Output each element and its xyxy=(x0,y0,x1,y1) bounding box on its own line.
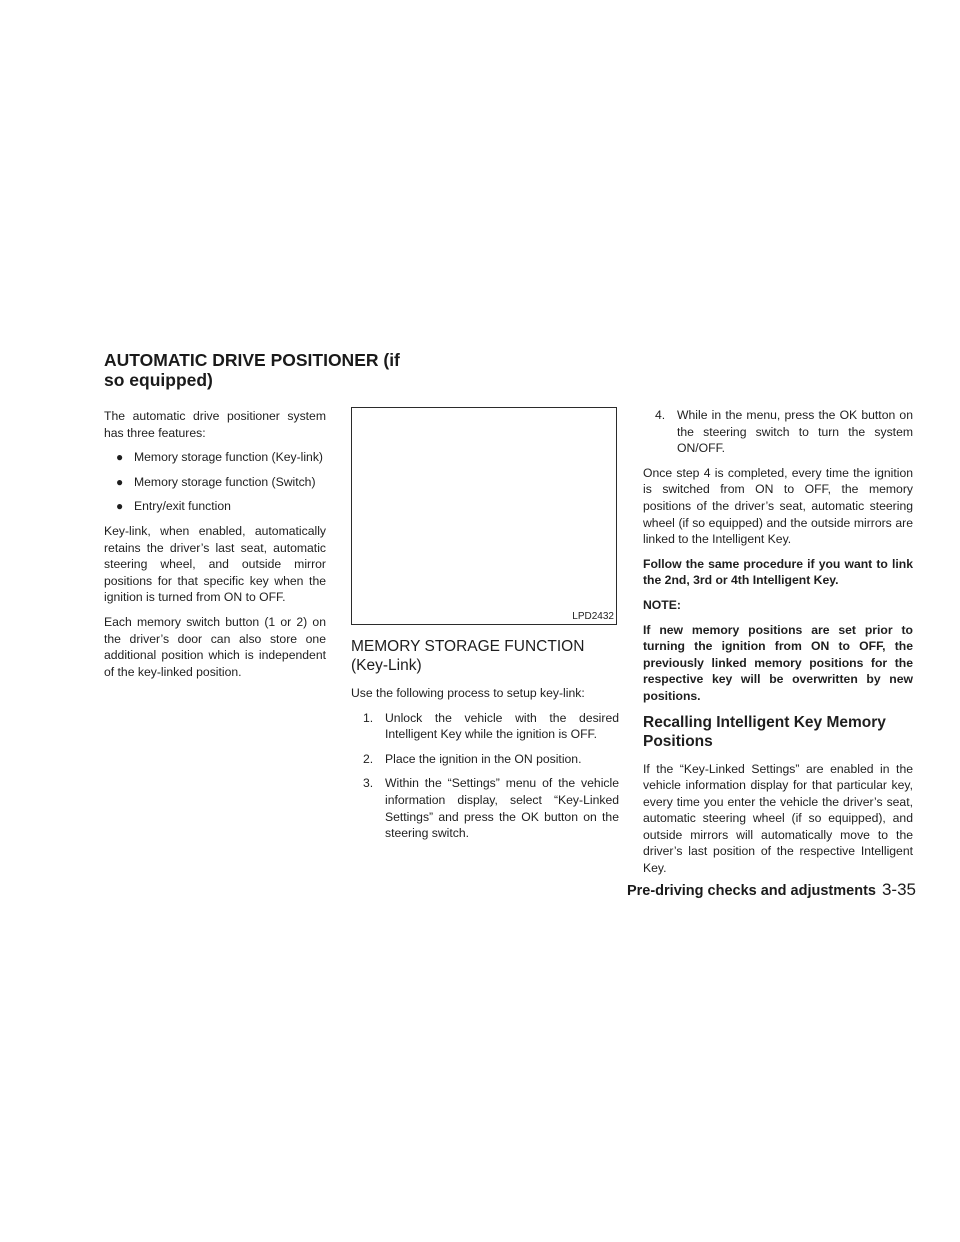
features-list xyxy=(104,449,326,515)
recall-heading: Recalling Intelligent Key Memory Positions xyxy=(643,713,886,750)
feature-item: ● Entry/exit function xyxy=(116,499,231,514)
features-intro: The automatic drive positioner system has three features: xyxy=(104,409,326,440)
page-footer xyxy=(620,880,916,900)
setup-steps xyxy=(351,710,619,842)
step-item: 1. Unlock the vehicle with the desired Intelligent Key while the ignition is OFF. xyxy=(363,710,619,742)
note-text: If new memory positions are set prior to turning the ignition from ON to OFF, the previously linked memory positions for the respective key will be overwritten by new positions. xyxy=(643,622,913,703)
bullet-icon: ● xyxy=(116,450,124,465)
feature-item: ● Memory storage function (Key-link) xyxy=(116,450,323,465)
step-item: 3. Within the “Settings” menu of the vehicle information display, select “Key-Linked Settings” and press the OK button on the steering switch. xyxy=(363,776,619,841)
linked-paragraph: Once step 4 is completed, every time the ignition is switched from ON to OFF, the memory positions of the driver’s seat, automatic steering wheel (if so equipped) and the outside mirrors are linked to the Intelligent Key. xyxy=(643,465,913,547)
bullet-icon: ● xyxy=(116,474,124,489)
feature-item: ● Memory storage function (Switch) xyxy=(116,474,316,489)
column-left xyxy=(104,408,326,688)
additional-key-paragraph: Follow the same procedure if you want to link the 2nd, 3rd or 4th Intelligent Key. xyxy=(643,556,913,588)
key-link-paragraph: Key-link, when enabled, automatically retains the driver’s last seat, automatic steering wheel, and outside mirror positions for that specific key when the ignition is turned from ON to OFF. xyxy=(104,523,326,605)
page-number: 3-35 xyxy=(881,880,916,899)
bullet-icon: ● xyxy=(116,499,124,514)
setup-intro: Use the following process to setup key-link: xyxy=(351,686,585,700)
column-middle xyxy=(351,407,619,850)
chapter-title: Pre-driving checks and adjustments xyxy=(626,883,876,899)
column-right xyxy=(643,407,913,885)
figure-label: LPD2432 xyxy=(572,611,614,622)
note-label: NOTE: xyxy=(643,597,681,612)
section-title: AUTOMATIC DRIVE POSITIONER (if so equipped) xyxy=(104,350,400,390)
step-item: 4. While in the menu, press the OK button on the steering switch to turn the system ON/OFF. xyxy=(655,408,913,456)
figure-placeholder xyxy=(351,407,617,625)
recall-paragraph: If the “Key-Linked Settings” are enabled in the vehicle information display for that particular key, every time you enter the vehicle the driver’s seat, automatic steering wheel (if so equipped), and outside mirrors will automatically move to the driver’s last position of the respective Intelligent Key. xyxy=(643,761,913,876)
memory-storage-heading: MEMORY STORAGE FUNCTION (Key-Link) xyxy=(351,638,585,674)
setup-steps-continued xyxy=(643,407,913,457)
memory-switch-paragraph: Each memory switch button (1 or 2) on the driver’s door can also store one additional position which is independent of the key-linked position. xyxy=(104,614,326,679)
step-item: 2. Place the ignition in the ON position. xyxy=(363,751,582,766)
